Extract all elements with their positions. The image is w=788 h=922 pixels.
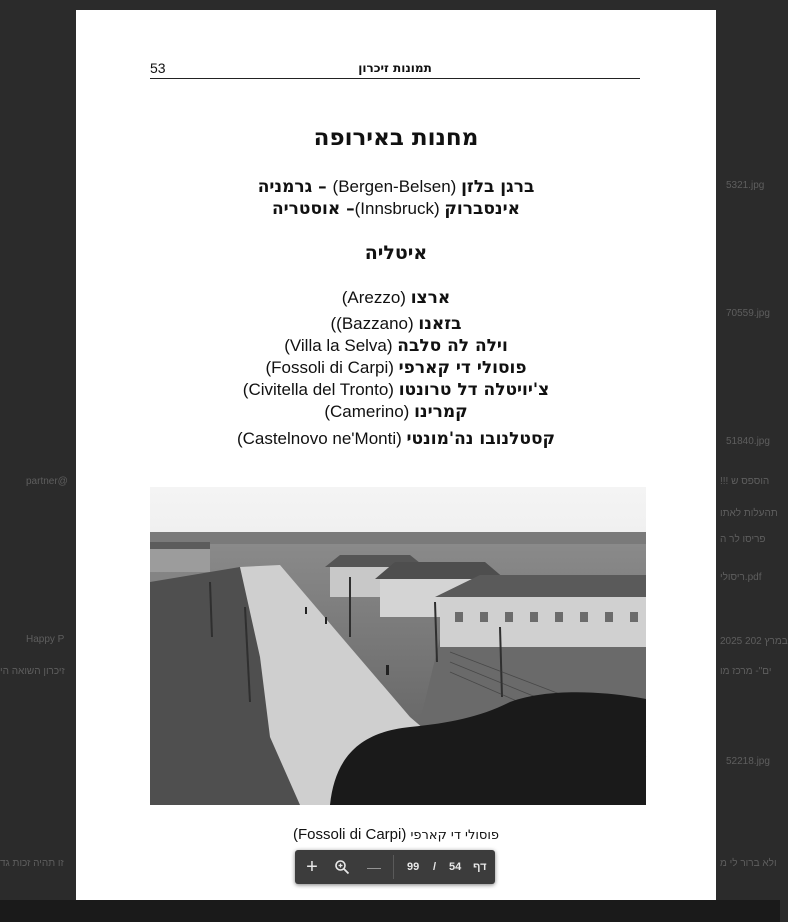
bg-text-line: זיכרון השואה הי — [0, 666, 65, 677]
bg-text-line: Happy P — [26, 634, 65, 645]
caption-en: (Fossoli di Carpi) — [292, 826, 407, 843]
camp-line — [76, 199, 716, 219]
camp-name-he: פוסולי די קארפי — [398, 358, 527, 378]
camp-name-en: (Villa la Selva) — [284, 336, 393, 355]
photo-caption — [76, 826, 716, 843]
camp-name-en: ((Bazzano) — [330, 314, 414, 333]
bg-file-label: 5321.jpg — [726, 180, 765, 191]
camp-line — [76, 358, 716, 378]
camp-line — [76, 402, 716, 422]
camp-name-he: ברגן בלזן — [461, 177, 535, 197]
page-indicator — [403, 850, 493, 884]
camp-name-en: (Innsbruck) — [354, 199, 440, 218]
bg-text-line: partner@ — [26, 476, 68, 487]
bg-text-line: פריסו לר ה — [720, 534, 766, 545]
camp-name-en: (Bergen-Belsen) — [332, 177, 457, 196]
document-page — [76, 10, 716, 900]
page-heading: מחנות באירופה — [313, 125, 479, 151]
bg-text-line: ולא ברור לי מ — [720, 858, 777, 869]
camp-name-en: (Fossoli di Carpi) — [265, 358, 394, 377]
camp-name-en: (Camerino) — [324, 402, 410, 421]
bg-file-label: 70559.jpg — [726, 308, 770, 319]
camp-country: – אוסטריה — [271, 199, 355, 219]
bg-file-label: 51840.jpg — [726, 436, 770, 447]
total-pages: 99 — [407, 861, 420, 873]
bg-file-label: 52218.jpg — [726, 756, 770, 767]
camp-country: – גרמניה — [257, 177, 333, 197]
camp-name-he: בזאנו — [418, 314, 462, 334]
zoom-reset-button[interactable] — [327, 850, 357, 884]
camp-photo — [150, 487, 646, 805]
bg-text-line: תהעלות לאתו — [720, 508, 778, 519]
camp-line — [76, 380, 716, 400]
caption-he: פוסולי די קארפי — [410, 828, 499, 843]
zoom-out-button[interactable]: — — [367, 859, 381, 875]
camp-line — [76, 177, 716, 197]
bg-text-line: זו תהיה זכות גד — [0, 858, 64, 869]
camp-line — [76, 314, 716, 334]
magnifier-icon — [334, 859, 350, 875]
bg-text-line: ריסולי.pdf — [720, 572, 762, 583]
camp-name-en: (Arezzo) — [341, 288, 406, 307]
camp-name-he: אינסברוק — [444, 199, 521, 219]
viewer-toolbar — [295, 850, 495, 884]
zoom-in-button[interactable]: + — [306, 855, 318, 878]
country-heading: איטליה — [364, 242, 428, 264]
camp-line — [76, 288, 716, 308]
camp-line — [76, 429, 716, 449]
camp-name-he: ארצו — [410, 288, 451, 308]
toolbar-divider — [393, 855, 394, 879]
bg-text-line: ים"- מרכז מו — [720, 666, 772, 677]
camp-name-he: קמרינו — [414, 402, 468, 422]
bg-text-line: !!! הוספס ש — [720, 476, 770, 487]
bg-text-line: 2025 במרץ 202 — [720, 636, 788, 647]
camp-name-he: צ'יויטלה דל טרונטו — [398, 380, 550, 400]
camp-name-he: וילה לה סלבה — [397, 336, 508, 356]
camp-name-en: (Civitella del Tronto) — [242, 380, 394, 399]
current-page[interactable]: 54 — [449, 861, 462, 873]
page-label: דף — [473, 861, 487, 873]
running-header — [150, 60, 640, 79]
page-separator: / — [433, 861, 437, 873]
bottom-strip — [0, 900, 780, 922]
running-title: תמונות זיכרון — [358, 61, 432, 75]
camp-name-en: (Castelnovo ne'Monti) — [236, 429, 402, 448]
camp-name-he: קסטלנובו נה'מונטי — [406, 429, 556, 449]
page-number: 53 — [150, 60, 166, 76]
camp-line — [76, 336, 716, 356]
